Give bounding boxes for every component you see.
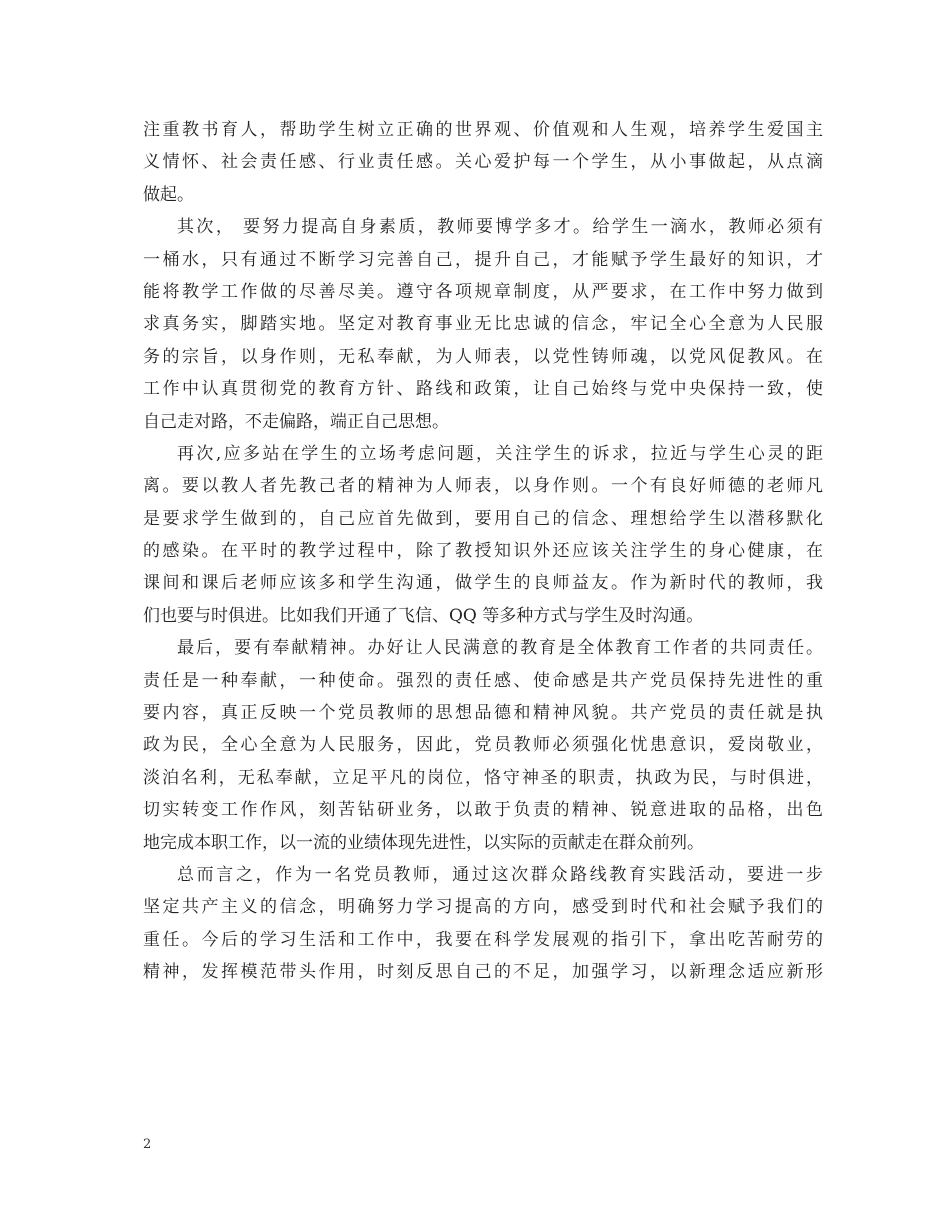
text-line: 自己走对路，不走偏路，端正自己思想。	[143, 411, 449, 432]
text-line: 政为民，全心全意为人民服务，因此，党员教师必须强化忧患意识，爱岗敬业，	[143, 735, 823, 756]
text-line: 能将教学工作做的尽善尽美。遵守各项规章制度，从严要求，在工作中努力做到	[143, 281, 823, 302]
text-line: 务的宗旨，以身作则，无私奉献，为人师表，以党性铸师魂，以党风促教风。在	[143, 346, 823, 367]
paragraph	[143, 211, 823, 438]
text-line: 要内容，真正反映一个党员教师的思想品德和精神风貌。共产党员的责任就是执	[143, 703, 823, 724]
text-line: 一桶水，只有通过不断学习完善自己，提升自己，才能赋予学生最好的知识，才	[143, 249, 823, 270]
text-line: 求真务实，脚踏实地。坚定对教育事业无比忠诚的信念，牢记全心全意为人民服	[143, 314, 823, 335]
text-line: 坚定共产主义的信念，明确努力学习提高的方向，感受到时代和社会赋予我们的	[143, 897, 823, 918]
text-line: 精神，发挥模范带头作用，时刻反思自己的不足，加强学习，以新理念适应新形	[143, 962, 823, 983]
text-line: 地完成本职工作，以一流的业绩体现先进性，以实际的贡献走在群众前列。	[143, 832, 704, 853]
text-line: 义情怀、社会责任感、行业责任感。关心爱护每一个学生，从小事做起，从点滴	[143, 152, 823, 173]
paragraph	[143, 859, 823, 989]
text-line: 是要求学生做到的，自己应首先做到，要用自己的信念、理想给学生以潜移默化	[143, 508, 823, 529]
body-text	[143, 114, 823, 989]
text-line: 切实转变工作作风，刻苦钻研业务，以敢于负责的精神、锐意进取的品格，出色	[143, 800, 823, 821]
text-line: 最后，要有奉献精神。办好让人民满意的教育是全体教育工作者的共同责任。	[177, 638, 823, 659]
text-line: 们也要与时俱进。比如我们开通了飞信、QQ 等多种方式与学生及时沟通。	[143, 605, 704, 626]
text-line: 重任。今后的学习生活和工作中，我要在科学发展观的指引下，拿出吃苦耐劳的	[143, 929, 823, 950]
paragraph	[143, 438, 823, 632]
text-line: 的感染。在平时的教学过程中，除了教授知识外还应该关注学生的身心健康，在	[143, 541, 823, 562]
text-line: 其次， 要努力提高自身素质，教师要博学多才。给学生一滴水，教师必须有	[177, 217, 823, 238]
text-line: 离。要以教人者先教己者的精神为人师表，以身作则。一个有良好师德的老师凡	[143, 476, 823, 497]
text-line: 注重教书育人，帮助学生树立正确的世界观、价值观和人生观，培养学生爱国主	[143, 120, 823, 140]
paragraph	[143, 114, 823, 211]
text-line: 总而言之，作为一名党员教师，通过这次群众路线教育实践活动，要进一步	[177, 864, 823, 885]
text-line: 责任是一种奉献，一种使命。强烈的责任感、使命感是共产党员保持先进性的重	[143, 670, 823, 691]
text-line: 淡泊名利，无私奉献，立足平凡的岗位，恪守神圣的职责，执政为民，与时俱进，	[143, 767, 823, 788]
text-line: 课间和课后老师应该多和学生沟通，做学生的良师益友。作为新时代的教师，我	[143, 573, 823, 594]
text-line: 工作中认真贯彻党的教育方针、路线和政策，让自己始终与党中央保持一致，使	[143, 379, 823, 400]
text-line: 再次,应多站在学生的立场考虑问题，关注学生的诉求，拉近与学生心灵的距	[177, 443, 823, 464]
page-number: 2	[143, 1137, 152, 1152]
text-line: 做起。	[143, 184, 194, 205]
paragraph	[143, 632, 823, 859]
